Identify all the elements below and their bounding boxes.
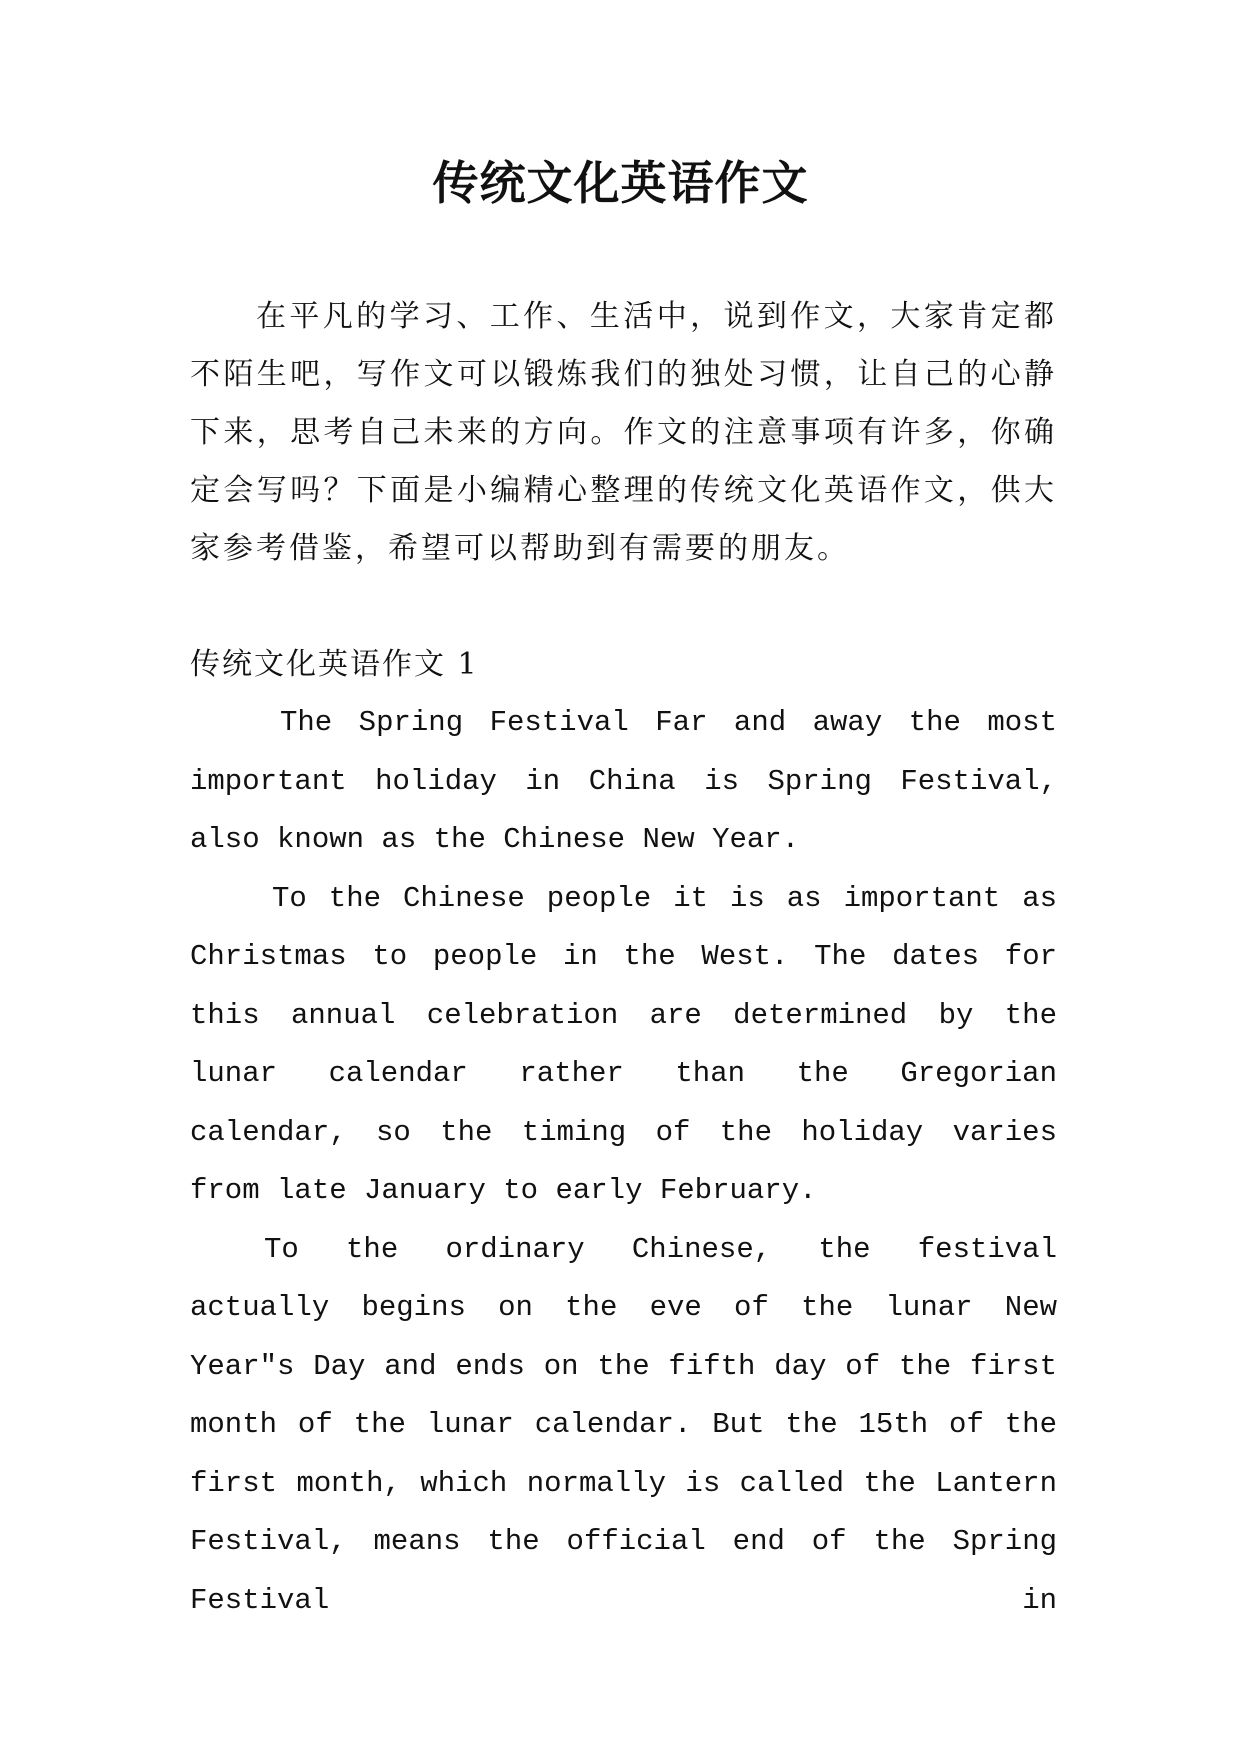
section-heading: 传统文化英语作文 1 (190, 647, 479, 682)
document-title: 传统文化英语作文 (432, 156, 809, 210)
document-body (190, 288, 1057, 1630)
essay-paragraph-2: To the Chinese people it is as important as Christmas to people in the West. The dates for this annual celebration are determined by the lunar calendar rather than the Gregorian calendar, so the timing of the holiday varies from late January to early February. (190, 881, 1057, 1207)
essay-paragraph-3: To the ordinary Chinese, the festival actually begins on the eve of the lunar New Year"s Day and ends on the fifth day of the first month of the lunar calendar. But the 15th of the first month, which normally is called the Lantern Festival, means the official end of the Spring Festival in (190, 1232, 1057, 1617)
essay-paragraph-1: The Spring Festival Far and away the most important holiday in China is Spring Festival, also known as the Chinese New Year. (190, 706, 1057, 856)
intro-paragraph: 在平凡的学习、工作、生活中，说到作文，大家肯定都不陌生吧，写作文可以锻炼我们的独处习惯，让自己的心静下来，思考自己未来的方向。作文的注意事项有许多，你确定会写吗？下面是小编精心整理的传统文化英语作文，供大家参考借鉴，希望可以帮助到有需要的朋友。 (190, 299, 1057, 566)
